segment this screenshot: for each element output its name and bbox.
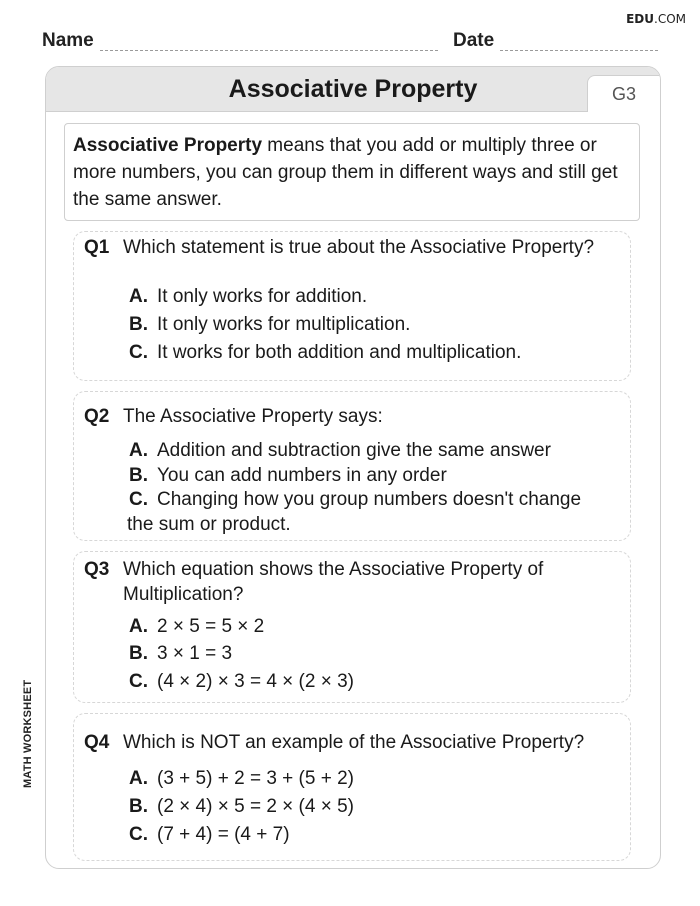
definition-term: Associative Property [73, 135, 263, 156]
option-text: (7 + 4) = (4 + 7) [157, 824, 290, 845]
name-line[interactable] [100, 50, 438, 51]
option-letter: B. [129, 465, 148, 486]
answer-option-b[interactable] [129, 463, 447, 488]
option-letter: C. [129, 342, 148, 363]
option-letter: C. [129, 824, 148, 845]
definition-text: means that you add or multiply three or more numbers, you can group them in different ways and still get the same answer. [73, 135, 618, 210]
answer-option-b[interactable] [129, 794, 354, 819]
answer-option-c[interactable] [129, 669, 354, 694]
answer-option-a[interactable] [129, 284, 367, 309]
option-text: It only works for addition. [157, 286, 368, 307]
option-letter: B. [129, 643, 148, 664]
option-text: (2 × 4) × 5 = 2 × (4 × 5) [157, 796, 354, 817]
option-text: 2 × 5 = 5 × 2 [157, 616, 265, 637]
brand-name: EDU [626, 12, 654, 26]
answer-option-c[interactable] [129, 487, 581, 512]
worksheet-title: Associative Property [228, 75, 478, 103]
option-letter: C. [129, 671, 148, 692]
answer-option-c[interactable] [129, 822, 290, 847]
option-letter: B. [129, 314, 148, 335]
option-continuation: the sum or product. [127, 514, 291, 535]
question-stem: Which equation shows the Associative Property of Multiplication? [123, 559, 544, 605]
answer-option-a[interactable] [129, 766, 354, 791]
option-text: (3 + 5) + 2 = 3 + (5 + 2) [157, 768, 354, 789]
option-letter: A. [129, 616, 148, 637]
definition-box [64, 123, 640, 221]
option-letter: A. [129, 768, 148, 789]
side-label: MATH WORKSHEET [22, 679, 34, 788]
question-stem: Which is NOT an example of the Associative Property? [123, 732, 585, 753]
question-stem: Which statement is true about the Associative Property? [123, 237, 595, 258]
question-number: Q3 [84, 559, 110, 580]
question-number: Q4 [84, 732, 110, 753]
worksheet-card [45, 66, 661, 869]
brand-suffix: .COM [654, 12, 686, 26]
option-text: 3 × 1 = 3 [157, 643, 233, 664]
answer-option-a[interactable] [129, 614, 264, 639]
option-letter: A. [129, 440, 148, 461]
answer-option-b[interactable] [129, 312, 410, 337]
question-card-4 [73, 713, 631, 861]
option-letter: B. [129, 796, 148, 817]
question-stem: The Associative Property says: [123, 406, 383, 427]
question-card-1 [73, 231, 631, 381]
answer-option-b[interactable] [129, 641, 232, 666]
option-text: Addition and subtraction give the same answer [157, 440, 551, 461]
date-line[interactable] [500, 50, 658, 51]
grade-badge: G3 [587, 75, 660, 112]
question-number: Q1 [84, 237, 110, 258]
answer-option-a[interactable] [129, 438, 551, 463]
option-text: You can add numbers in any order [157, 465, 447, 486]
brand-logo [626, 12, 686, 26]
name-label: Name [42, 30, 94, 51]
date-label: Date [453, 30, 495, 51]
question-card-2 [73, 391, 631, 541]
option-text: It only works for multiplication. [157, 314, 411, 335]
title-bar [46, 67, 660, 112]
option-text: (4 × 2) × 3 = 4 × (2 × 3) [157, 671, 354, 692]
option-letter: C. [129, 489, 148, 510]
question-card-3 [73, 551, 631, 703]
option-text: It works for both addition and multiplication. [157, 342, 522, 363]
question-number: Q2 [84, 406, 110, 427]
answer-option-c[interactable] [129, 340, 521, 365]
option-text: Changing how you group numbers doesn't change [157, 489, 582, 510]
option-letter: A. [129, 286, 148, 307]
